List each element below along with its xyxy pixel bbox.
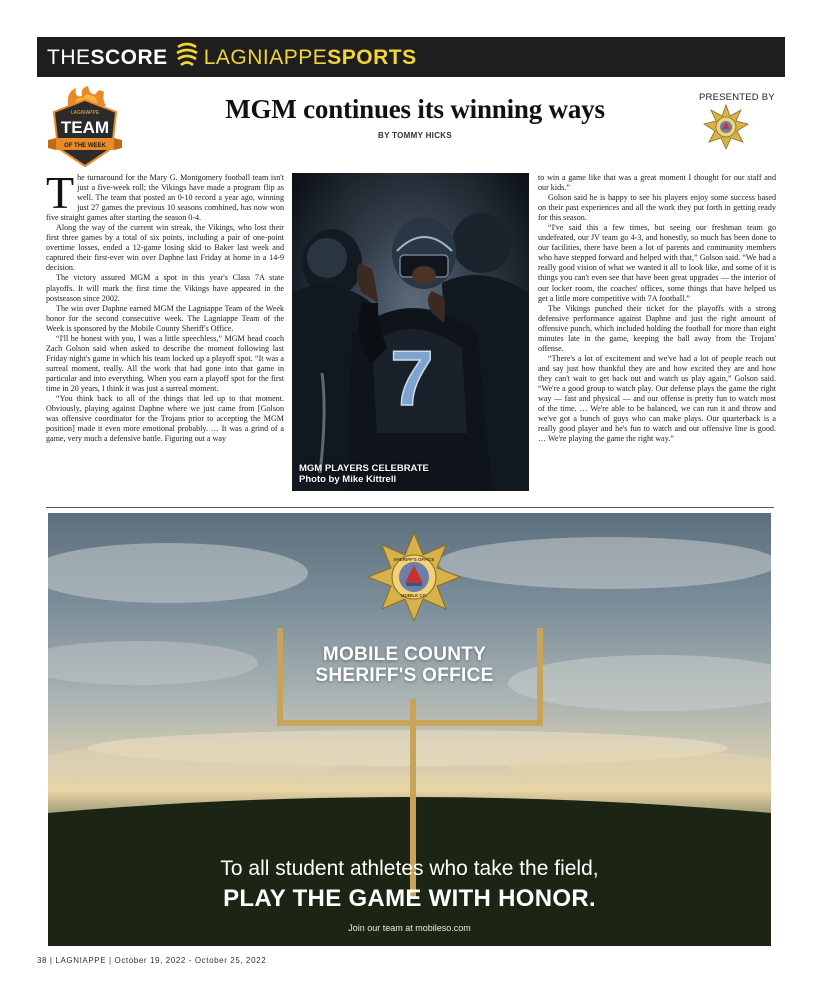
seal-bottom-text: MOBILE CO.	[400, 593, 428, 598]
seal-top-text: SHERIFF'S OFFICE	[393, 557, 435, 562]
photo-caption-title: MGM PLAYERS CELEBRATE	[299, 463, 429, 474]
badge-main-text: TEAM	[60, 118, 110, 137]
paragraph: The Vikings punched their ticket for the playoffs with a strong defensive performance against Daphne and just the right amount of offensive punch, which included holding the football for more than eight minutes late in the game, keeping the ball away from the Trojans' offense.	[538, 303, 776, 353]
paragraph: to win a game like that was a great moment I thought for our staff and our kids.”	[538, 173, 776, 193]
badge-ribbon-text: OF THE WEEK	[64, 143, 106, 149]
paragraph: The victory assured MGM a spot in this year's Class 7A state playoffs. It will mark the first time the Vikings have appeared in the postseason since 2002.	[46, 273, 284, 303]
paragraph: Along the way of the current win streak, the Vikings, who lost their first three games by a total of six points, including a pair of one-point overtime losses, ended a 12-game losing skid to Baker last week and captured their first-ever win over Daphne last Friday at home in a 14-9 decision.	[46, 223, 284, 273]
page-footer: 38 | LAGNIAPPE | October 19, 2022 - October 25, 2022	[37, 956, 267, 965]
ad-title-line-2: SHERIFF'S OFFICE	[315, 665, 494, 686]
photo-credit: Photo by Mike Kittrell	[299, 474, 397, 485]
paragraph: Golson said he is happy to see his players enjoy some success based on their past experiences and all the work they put forth in getting ready for this season.	[538, 193, 776, 223]
paragraph: The win over Daphne earned MGM the Lagniappe Team of the Week honor for the second consecutive week. The Lagniappe Team of the Week is sponsored by the Mobile County Sheriff's Office.	[46, 303, 284, 333]
lagniappe-swirl-icon	[174, 41, 200, 74]
ad-tagline: To all student athletes who take the field,	[220, 857, 599, 880]
sheriff-star-seal-icon	[368, 533, 460, 621]
ad-slogan: PLAY THE GAME WITH HONOR.	[223, 885, 596, 912]
header-the: THE	[47, 45, 91, 69]
badge-top-text: LAGNIAPPE	[70, 110, 100, 116]
drop-cap: T	[46, 173, 75, 218]
ad-website: Join our team at mobileso.com	[348, 923, 471, 933]
ad-title-line-1: MOBILE COUNTY	[322, 644, 487, 665]
sheriff-office-advertisement	[48, 513, 771, 946]
article-byline: BY TOMMY HICKS	[378, 131, 452, 140]
header-lagniappe: LAGNIAPPE	[203, 45, 328, 69]
article-column-3	[538, 173, 776, 493]
photo-caption	[299, 463, 429, 485]
header-sports: SPORTS	[327, 45, 417, 69]
paragraph: “I've said this a few times, but seeing our freshman team go undefeated, our JV team go 4-3, and honestly, so much has been done to our facilities, there have been a lot of parents and community members who have stepped forward and helped with that,” Golson said. “We had a really good vision of what we wanted it all to look like, and some of it is things you can't even see that have been great upgrades — the interior of our locker room, the coaches' offices, some things that have helped us get a little more competitive with 7A football.”	[538, 223, 776, 303]
paragraph: “You think back to all of the things that led up to that moment. Obviously, playing against Daphne where we just came from [Golson was offensive coordinator for the Trojans prior to accepting the MGM position] made it even more emotional probably. … It was a grind of a game, very much a defensive battle. Figuring out a way	[46, 394, 284, 444]
paragraph: The turnaround for the Mary G. Montgomery football team isn't just a five-week roll; the Vikings have made a program flip as well. The team that posted an 0-10 record a year ago, winning just 27 games the previous 10 seasons combined, has now won five straight games after starting the season 0-4.	[46, 173, 284, 223]
sheriff-star-small-icon	[703, 104, 749, 155]
article-column-1	[46, 173, 284, 505]
paragraph: “There's a lot of excitement and we've had a lot of people reach out and say just how thankful they are and how excited they are and how they can't wait to get back out and watch us play again,” Golson said. “We're a good group to watch play. Our defense plays the game the right way — fast and physical — and our offense is pretty fun to watch most of the time. … We're able to be balanced, we can run it and throw and we've got a bunch of guys who can make plays. Our quarterback is a really good player and he's fun to watch and our offensive line is good. … We're playing the game the right way.”	[538, 353, 776, 444]
article-photo	[292, 173, 529, 491]
paragraph: “I'll be honest with you, I was a little speechless,” MGM head coach Zach Golson said when asked to describe the moment following last Friday night's game in which his team locked up a playoff spot. “It was a surreal moment, really. All the work that had gone into that game in particular and into everything. When you earn a playoff spot for the first time in 20 years, I think it was just a surreal moment.	[46, 333, 284, 393]
section-divider	[46, 507, 774, 508]
team-of-the-week-badge	[46, 86, 124, 170]
presented-by-label: PRESENTED BY	[699, 92, 775, 103]
jersey-number: 7	[390, 334, 434, 422]
article-headline: MGM continues its winning ways	[225, 94, 605, 124]
section-header-bar	[37, 37, 785, 77]
header-score: SCORE	[90, 45, 168, 69]
